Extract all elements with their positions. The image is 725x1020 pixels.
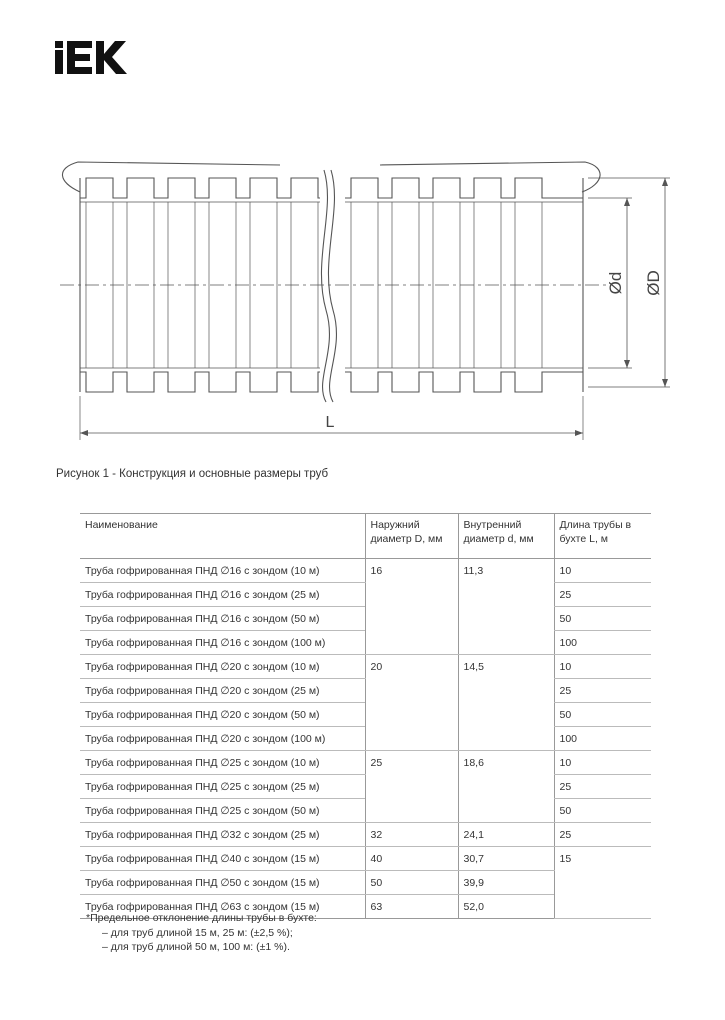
footnote-item: – для труб длиной 50 м, 100 м: (±1 %). xyxy=(102,941,290,953)
cell-length: 10 xyxy=(554,751,651,775)
cell-inner: 18,6 xyxy=(458,751,554,823)
cell-inner: 39,9 xyxy=(458,871,554,895)
pipe-wall-top-right xyxy=(345,178,583,198)
pipe-drawing-svg xyxy=(0,140,725,450)
cell-length: 25 xyxy=(554,775,651,799)
probe-wire-left xyxy=(62,162,280,192)
arrow-length-left xyxy=(80,430,88,436)
cell-name: Труба гофрированная ПНД ∅32 с зондом (25 м) xyxy=(80,823,365,847)
header-outer-diameter: Наружний диаметр D, мм xyxy=(365,514,458,559)
cell-name: Труба гофрированная ПНД ∅50 с зондом (15 м) xyxy=(80,871,365,895)
cell-length: 10 xyxy=(554,559,651,583)
cell-length: 100 xyxy=(554,727,651,751)
dim-label-inner: Ød xyxy=(606,271,625,295)
footnote-item: – для труб длиной 15 м, 25 м: (±2,5 %); xyxy=(102,926,293,939)
arrow-inner-bottom xyxy=(624,360,630,368)
cell-name: Труба гофрированная ПНД ∅40 с зондом (15 м) xyxy=(80,847,365,871)
table-row xyxy=(80,655,651,679)
header-name: Наименование xyxy=(80,514,365,559)
cell-name: Труба гофрированная ПНД ∅16 с зондом (100 м) xyxy=(80,631,365,655)
table-row xyxy=(80,823,651,847)
logo-i-stem xyxy=(55,50,63,74)
figure-caption: Рисунок 1 - Конструкция и основные размеры труб xyxy=(56,468,329,480)
logo-k xyxy=(96,41,127,74)
break-line-right xyxy=(328,170,336,402)
logo-e xyxy=(67,41,92,74)
table-footnote xyxy=(86,911,317,955)
pipe-wall-top-left xyxy=(80,178,320,198)
cell-name: Труба гофрированная ПНД ∅16 с зондом (25 м) xyxy=(80,583,365,607)
cell-inner: 14,5 xyxy=(458,655,554,751)
table-row xyxy=(80,751,651,775)
break-line-left xyxy=(321,170,329,402)
footnote-title: *Предельное отклонение длины трубы в бухте: xyxy=(86,912,317,924)
table-header-row xyxy=(80,514,651,559)
header-length: Длина трубы в бухте L, м xyxy=(554,514,651,559)
pipe-drawing xyxy=(0,140,725,450)
cell-name: Труба гофрированная ПНД ∅20 с зондом (10 м) xyxy=(80,655,365,679)
cell-length: 25 xyxy=(554,823,651,847)
cell-length: 50 xyxy=(554,703,651,727)
cell-length: 50 xyxy=(554,607,651,631)
cell-inner: 24,1 xyxy=(458,823,554,847)
header-inner-diameter: Внутренний диаметр d, мм xyxy=(458,514,554,559)
cell-name: Труба гофрированная ПНД ∅16 с зондом (50 м) xyxy=(80,607,365,631)
table-row xyxy=(80,847,651,871)
cell-outer: 63 xyxy=(365,895,458,919)
pipe-wall-bottom-right xyxy=(345,372,583,392)
logo-dot xyxy=(55,41,63,48)
arrow-outer-bottom xyxy=(662,379,668,387)
cell-outer: 32 xyxy=(365,823,458,847)
dim-label-outer: ØD xyxy=(644,270,663,296)
pipe-wall-bottom-left xyxy=(80,372,320,392)
dim-label-length: L xyxy=(325,414,335,431)
cell-outer: 40 xyxy=(365,847,458,871)
cell-outer: 20 xyxy=(365,655,458,751)
cell-name: Труба гофрированная ПНД ∅16 с зондом (10 м) xyxy=(80,559,365,583)
table-row xyxy=(80,559,651,583)
cell-name: Труба гофрированная ПНД ∅25 с зондом (25 м) xyxy=(80,775,365,799)
cell-name: Труба гофрированная ПНД ∅63 с зондом (15 м) xyxy=(80,895,365,919)
iek-logo-mark xyxy=(52,38,132,78)
cell-inner: 11,3 xyxy=(458,559,554,655)
cell-inner: 30,7 xyxy=(458,847,554,871)
cell-name: Труба гофрированная ПНД ∅20 с зондом (100 м) xyxy=(80,727,365,751)
cell-outer: 25 xyxy=(365,751,458,823)
spec-table xyxy=(80,513,651,919)
probe-wire-right xyxy=(380,162,600,192)
cell-length: 25 xyxy=(554,583,651,607)
cell-outer: 16 xyxy=(365,559,458,655)
iek-logo xyxy=(52,38,132,78)
cell-name: Труба гофрированная ПНД ∅25 с зондом (50 м) xyxy=(80,799,365,823)
cell-inner: 52,0 xyxy=(458,895,554,919)
cell-length: 100 xyxy=(554,631,651,655)
arrow-length-right xyxy=(575,430,583,436)
cell-length: 15 xyxy=(554,847,651,919)
cell-length: 50 xyxy=(554,799,651,823)
cell-name: Труба гофрированная ПНД ∅20 с зондом (25 м) xyxy=(80,679,365,703)
cell-outer: 50 xyxy=(365,871,458,895)
cell-name: Труба гофрированная ПНД ∅25 с зондом (10 м) xyxy=(80,751,365,775)
cell-length: 25 xyxy=(554,679,651,703)
cell-length: 10 xyxy=(554,655,651,679)
arrow-outer-top xyxy=(662,178,668,186)
cell-name: Труба гофрированная ПНД ∅20 с зондом (50 м) xyxy=(80,703,365,727)
arrow-inner-top xyxy=(624,198,630,206)
